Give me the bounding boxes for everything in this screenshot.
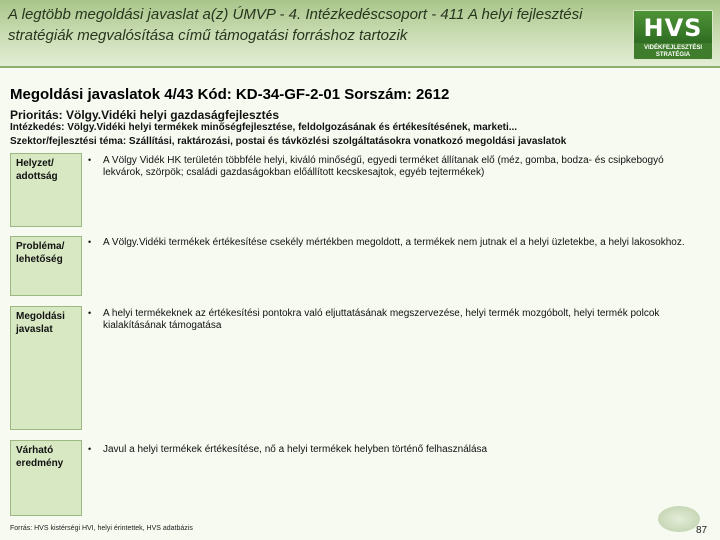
- row-text-problem: A Völgy.Vidéki termékek értékesítése csekély mértékben megoldott, a termékek nem jutnak el a helyi üzletekbe, a helyi lakosokhoz.: [103, 237, 685, 248]
- footer-source: Forrás: HVS kistérségi HVI, helyi érintettek, HVS adatbázis: [10, 525, 193, 532]
- row-text-expected-result: Javul a helyi termékek értékesítése, nő a helyi termékek helyben történő felhasználása: [103, 444, 488, 455]
- row-bullet: •: [88, 444, 92, 454]
- page-number: 87: [696, 525, 708, 536]
- page-title: Megoldási javaslatok 4/43 Kód: KD-34-GF-2-01 Sorszám: 2612: [10, 86, 450, 103]
- row-text-situation: A Völgy Vidék HK területén többféle helyi, kiváló minőségű, egyedi terméket állítanak elő (méz, gomba, bodza- és csipkebogyó lekvárok, szörpök; családi gazdaságokban előállított kecskesajtok, egyéb tejtermékek): [103, 155, 664, 178]
- logo-text: HVS: [643, 14, 703, 42]
- row-text-solution: A helyi termékeknek az értékesítési pontokra való eljuttatásának megszervezése, helyi termék mozgóbolt, helyi termék polcok kialakításának támogatása: [103, 308, 660, 331]
- row-bullet: •: [88, 155, 92, 165]
- priority-line: Prioritás: Völgy.Vidéki helyi gazdaságfejlesztés: [10, 108, 279, 122]
- intervention-line: Intézkedés: Völgy.Vidéki helyi termékek minőségfejlesztése, feldolgozásának és értékesítésének, marketi...: [10, 122, 518, 133]
- row-bullet: •: [88, 308, 92, 318]
- row-label-solution: Megoldási javaslat: [10, 306, 82, 430]
- row-label-expected-result: Várható eredmény: [10, 440, 82, 516]
- hvs-logo: [633, 10, 713, 60]
- row-label-problem: Probléma/ lehetőség: [10, 236, 82, 296]
- header-band: [0, 0, 720, 66]
- footer-emblem-icon: [658, 506, 700, 532]
- header-divider: [0, 66, 720, 68]
- sector-line: Szektor/fejlesztési téma: Szállítási, raktározási, postai és távközlési szolgáltatásokra vonatkozó megoldási javaslatok: [10, 136, 567, 147]
- header-title: A legtöbb megoldási javaslat a(z) ÚMVP - 4. Intézkedéscsoport - 411 A helyi fejlesztési stratégiák megvalósítása című támogatási forráshoz tartozik: [8, 6, 583, 44]
- row-label-situation: Helyzet/ adottság: [10, 153, 82, 227]
- logo-subtitle: VIDÉKFEJLESZTÉSI STRATÉGIA: [643, 45, 702, 58]
- row-bullet: •: [88, 237, 92, 247]
